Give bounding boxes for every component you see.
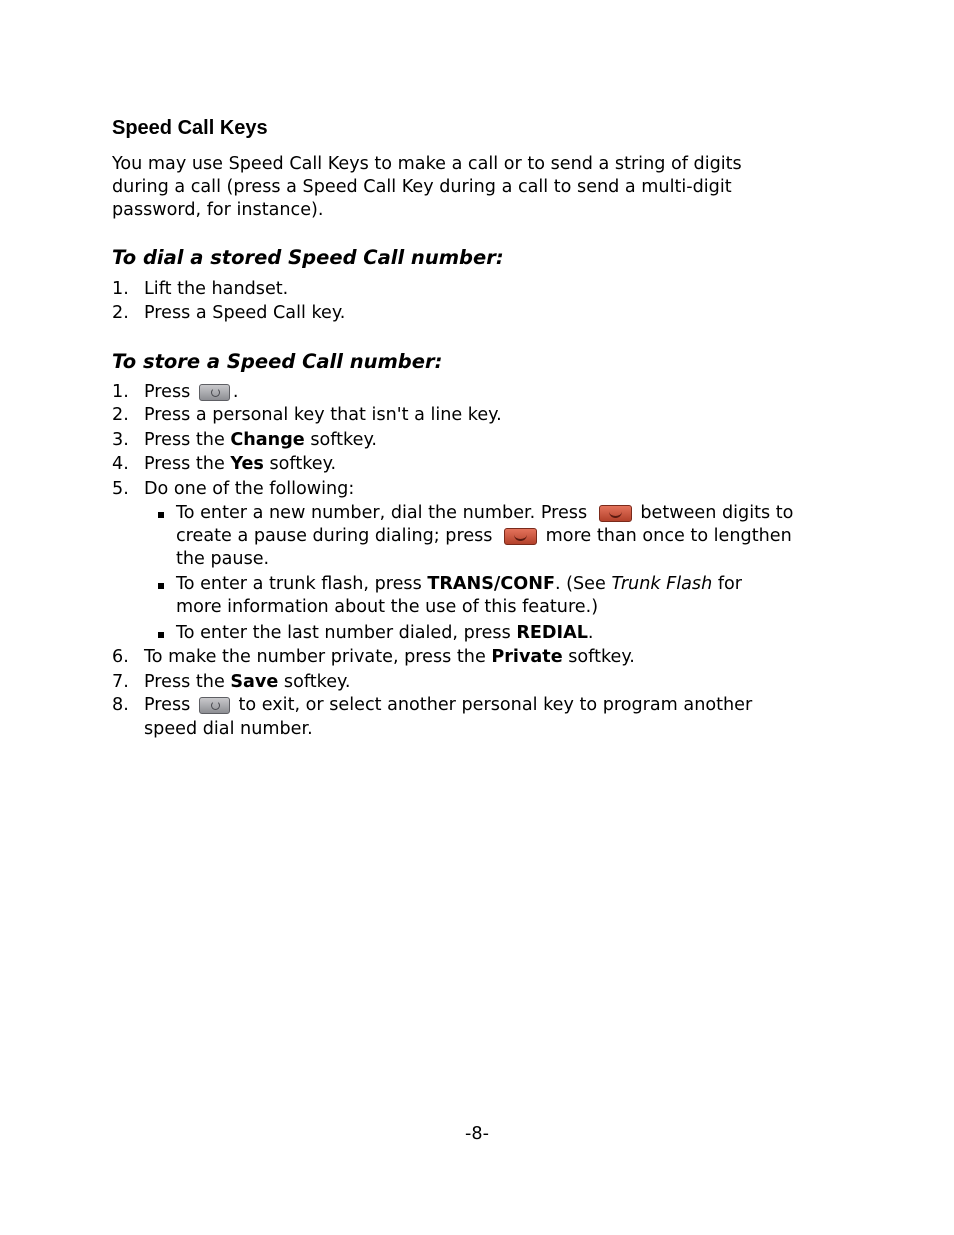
softkey-name: Private <box>491 647 563 667</box>
step-text: Press the <box>144 430 225 450</box>
program-key-icon <box>199 697 230 714</box>
step-text-end: softkey. <box>310 430 377 450</box>
bullet-item-redial <box>176 622 594 645</box>
bullet-marker <box>158 632 164 638</box>
bullet-line: the pause. <box>176 549 270 569</box>
softkey-name: Change <box>230 430 305 450</box>
step-text: Lift the handset. <box>144 279 289 299</box>
store-step-6 <box>112 646 635 669</box>
cross-reference: Trunk Flash <box>611 574 713 594</box>
pause-key-icon <box>599 505 632 522</box>
step-text: Do one of the following: <box>144 479 355 499</box>
dial-section-heading: To dial a stored Speed Call number: <box>112 246 504 269</box>
bullet-line <box>176 525 793 548</box>
bullet-text: . <box>587 623 594 643</box>
step-number: 7. <box>112 672 129 692</box>
store-step-2 <box>112 404 502 427</box>
step-text-end: softkey. <box>568 647 635 667</box>
softkey-name: Save <box>230 672 279 692</box>
dial-step-2 <box>112 302 345 325</box>
step-number: 3. <box>112 430 129 450</box>
bullet-text: create a pause during dialing; press <box>176 526 493 546</box>
bullet-line: more information about the use of this feature.) <box>176 597 599 617</box>
dial-step-1 <box>112 278 288 301</box>
bullet-item-trunk-flash <box>176 573 742 619</box>
intro-line: password, for instance). <box>112 200 324 220</box>
step-text: Press a Speed Call key. <box>144 303 346 323</box>
program-key-icon <box>199 384 230 401</box>
bullet-marker <box>158 583 164 589</box>
step-number: 2. <box>112 405 129 425</box>
intro-paragraph <box>112 153 812 222</box>
bullet-text: between digits to <box>640 503 794 523</box>
bullet-text: more than once to lengthen <box>545 526 792 546</box>
page-number: -8- <box>465 1124 489 1144</box>
store-step-1 <box>112 381 239 404</box>
step-text-end: softkey. <box>283 672 351 692</box>
bullet-text: To enter a new number, dial the number. Press <box>176 503 588 523</box>
step-number: 1. <box>112 382 129 402</box>
bullet-item-new-number <box>176 502 793 571</box>
step-number: 2. <box>112 303 129 323</box>
key-name: REDIAL <box>516 623 588 643</box>
bullet-line <box>176 573 742 596</box>
store-step-4 <box>112 453 336 476</box>
store-step-8-continued: speed dial number. <box>144 719 313 739</box>
bullet-line <box>176 502 793 525</box>
step-text-end: softkey. <box>269 454 337 474</box>
softkey-name: Yes <box>230 454 264 474</box>
intro-line: during a call (press a Speed Call Key during a call to send a multi-digit <box>112 177 732 197</box>
store-section-heading: To store a Speed Call number: <box>112 350 443 373</box>
step-text: Press the <box>144 672 225 692</box>
step-number: 1. <box>112 279 129 299</box>
store-step-7 <box>112 671 351 694</box>
key-name: TRANS/CONF <box>427 574 555 594</box>
pause-key-icon <box>504 528 537 545</box>
store-step-8 <box>112 694 752 717</box>
bullet-text: To enter a trunk flash, press <box>176 574 422 594</box>
step-number: 6. <box>112 647 129 667</box>
intro-line: You may use Speed Call Keys to make a call or to send a string of digits <box>112 154 742 174</box>
step-text: Press a personal key that isn't a line key. <box>144 405 502 425</box>
page-title: Speed Call Keys <box>112 117 268 139</box>
store-step-3 <box>112 429 377 452</box>
bullet-text: To enter the last number dialed, press <box>176 623 511 643</box>
bullet-text: for <box>717 574 743 594</box>
step-text: To make the number private, press the <box>144 647 486 667</box>
step-text-end: to exit, or select another personal key to program another <box>238 695 753 715</box>
store-step-5 <box>112 478 354 501</box>
step-text: Press the <box>144 454 225 474</box>
step-number: 4. <box>112 454 129 474</box>
step-text-end: . <box>232 382 239 402</box>
step-number: 5. <box>112 479 129 499</box>
step-number: 8. <box>112 695 129 715</box>
bullet-text: . (See <box>554 574 606 594</box>
bullet-marker <box>158 512 164 518</box>
step-text: Press <box>144 382 191 402</box>
step-text: Press <box>144 695 191 715</box>
